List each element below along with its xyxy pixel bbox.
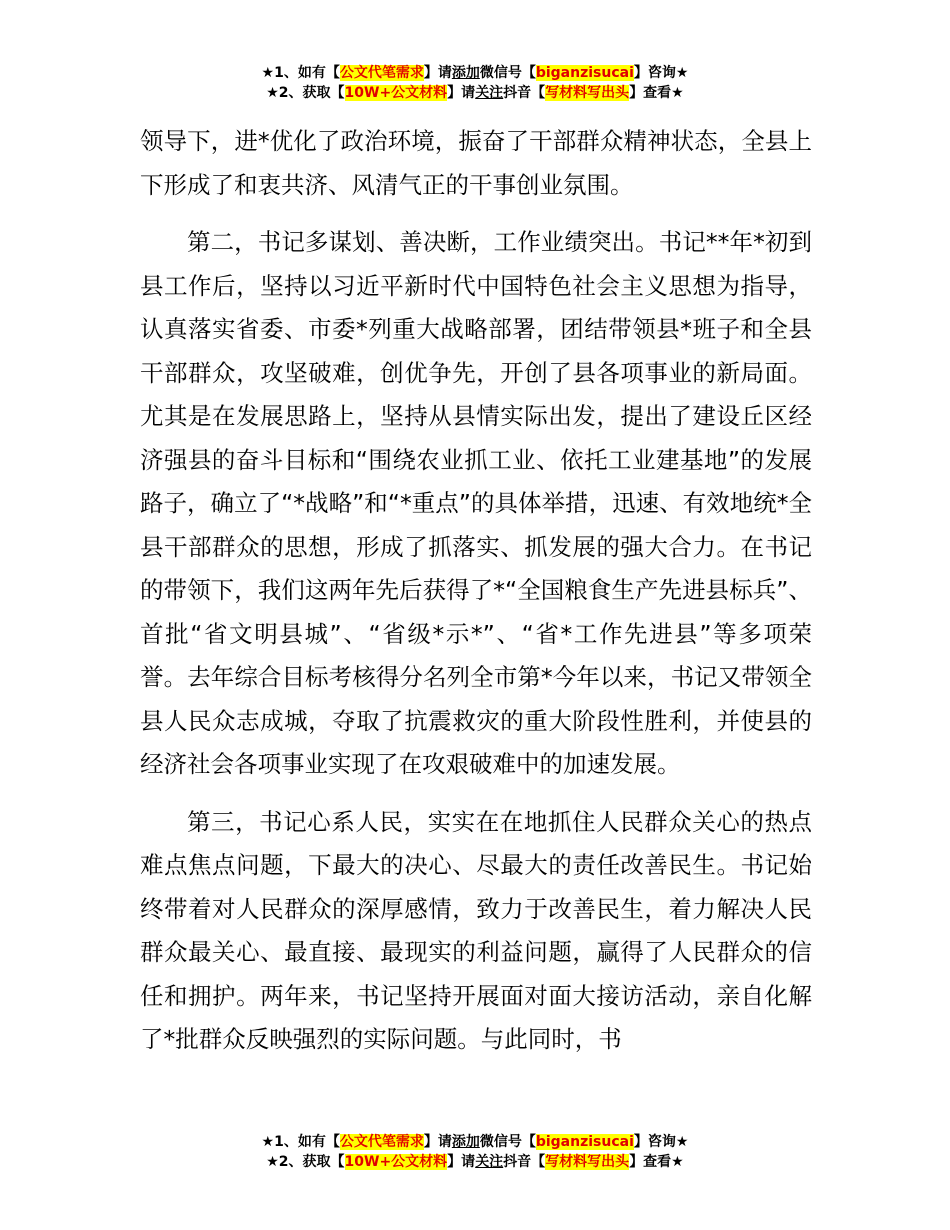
banner-text: ★2、获取【 bbox=[266, 85, 345, 101]
banner-line-2 bbox=[0, 1152, 950, 1172]
banner-highlight: 写材料写出头 bbox=[545, 1154, 630, 1170]
banner-text: 】请 bbox=[423, 65, 452, 81]
banner-highlight: 公文代笔需求 bbox=[339, 1134, 424, 1150]
banner-underlined: 添加 bbox=[451, 1134, 480, 1150]
paragraph-continued: 领导下，进*优化了政治环境，振奋了干部群众精神状态，全县上下形成了和衷共济、风清气正的干事创业氛围。 bbox=[140, 127, 812, 199]
banner-text: 微信号【 bbox=[479, 65, 536, 81]
banner-highlight: biganzisucai bbox=[535, 65, 634, 81]
banner-text: 】请 bbox=[423, 1134, 452, 1150]
document-body bbox=[140, 120, 812, 1062]
banner-underlined: 关注 bbox=[475, 85, 504, 101]
banner-text: 抖音【 bbox=[503, 85, 546, 101]
banner-text: 微信号【 bbox=[479, 1134, 536, 1150]
footer-banner bbox=[0, 1132, 950, 1172]
paragraph-second: 第二，书记多谋划、善决断，工作业绩突出。书记**年*初到县工作后，坚持以习近平新时代中国特色社会主义思想为指导，认真落实省委、市委*列重大战略部署，团结带领县*班子和全县干部群众，攻坚破难，创优争先，开创了县各项事业的新局面。尤其是在发展思路上，坚持从县情实际出发，提出了建设丘区经济强县的奋斗目标和“围绕农业抓工业、依托工业建基地”的发展路子，确立了“*战略”和“*重点”的具体举措，迅速、有效地统*全县干部群众的思想，形成了抓落实、抓发展的强大合力。在书记的带领下，我们这两年先后获得了*“全国粮食生产先进县标兵”、首批“省文明县城”、“省级*示*”、“省*工作先进县”等多项荣誉。去年综合目标考核得分名列全市第*今年以来，书记又带领全县人民众志成城，夺取了抗震救灾的重大阶段性胜利，并使县的经济社会各项事业实现了在攻艰破难中的加速发展。 bbox=[140, 228, 812, 778]
banner-text: 抖音【 bbox=[503, 1154, 546, 1170]
banner-line-2 bbox=[0, 83, 950, 103]
banner-highlight: 10W+公文材料 bbox=[344, 85, 448, 101]
banner-highlight: 公文代笔需求 bbox=[339, 65, 424, 81]
banner-text: ★1、如有【 bbox=[261, 1134, 340, 1150]
banner-underlined: 添加 bbox=[451, 65, 480, 81]
paragraph-third: 第三，书记心系人民，实实在在地抓住人民群众关心的热点难点焦点问题，下最大的决心、尽最大的责任改善民生。书记始终带着对人民群众的深厚感情，致力于改善民生，着力解决人民群众最关心、最直接、最现实的利益问题，赢得了人民群众的信任和拥护。两年来，书记坚持开展面对面大接访活动，亲自化解了*批群众反映强烈的实际问题。与此同时，书 bbox=[140, 807, 812, 1053]
banner-text: 】查看★ bbox=[629, 1154, 684, 1170]
banner-highlight: 10W+公文材料 bbox=[344, 1154, 448, 1170]
banner-text: 】咨询★ bbox=[633, 65, 689, 81]
banner-text: 】查看★ bbox=[629, 85, 684, 101]
banner-line-1 bbox=[0, 63, 950, 83]
banner-text: ★2、获取【 bbox=[266, 1154, 345, 1170]
banner-underlined: 关注 bbox=[475, 1154, 504, 1170]
banner-highlight: biganzisucai bbox=[535, 1134, 634, 1150]
header-banner bbox=[0, 63, 950, 103]
banner-text: 】请 bbox=[447, 1154, 476, 1170]
banner-line-1 bbox=[0, 1132, 950, 1152]
banner-text: 】咨询★ bbox=[633, 1134, 689, 1150]
banner-text: 】请 bbox=[447, 85, 476, 101]
banner-text: ★1、如有【 bbox=[261, 65, 340, 81]
banner-highlight: 写材料写出头 bbox=[545, 85, 630, 101]
